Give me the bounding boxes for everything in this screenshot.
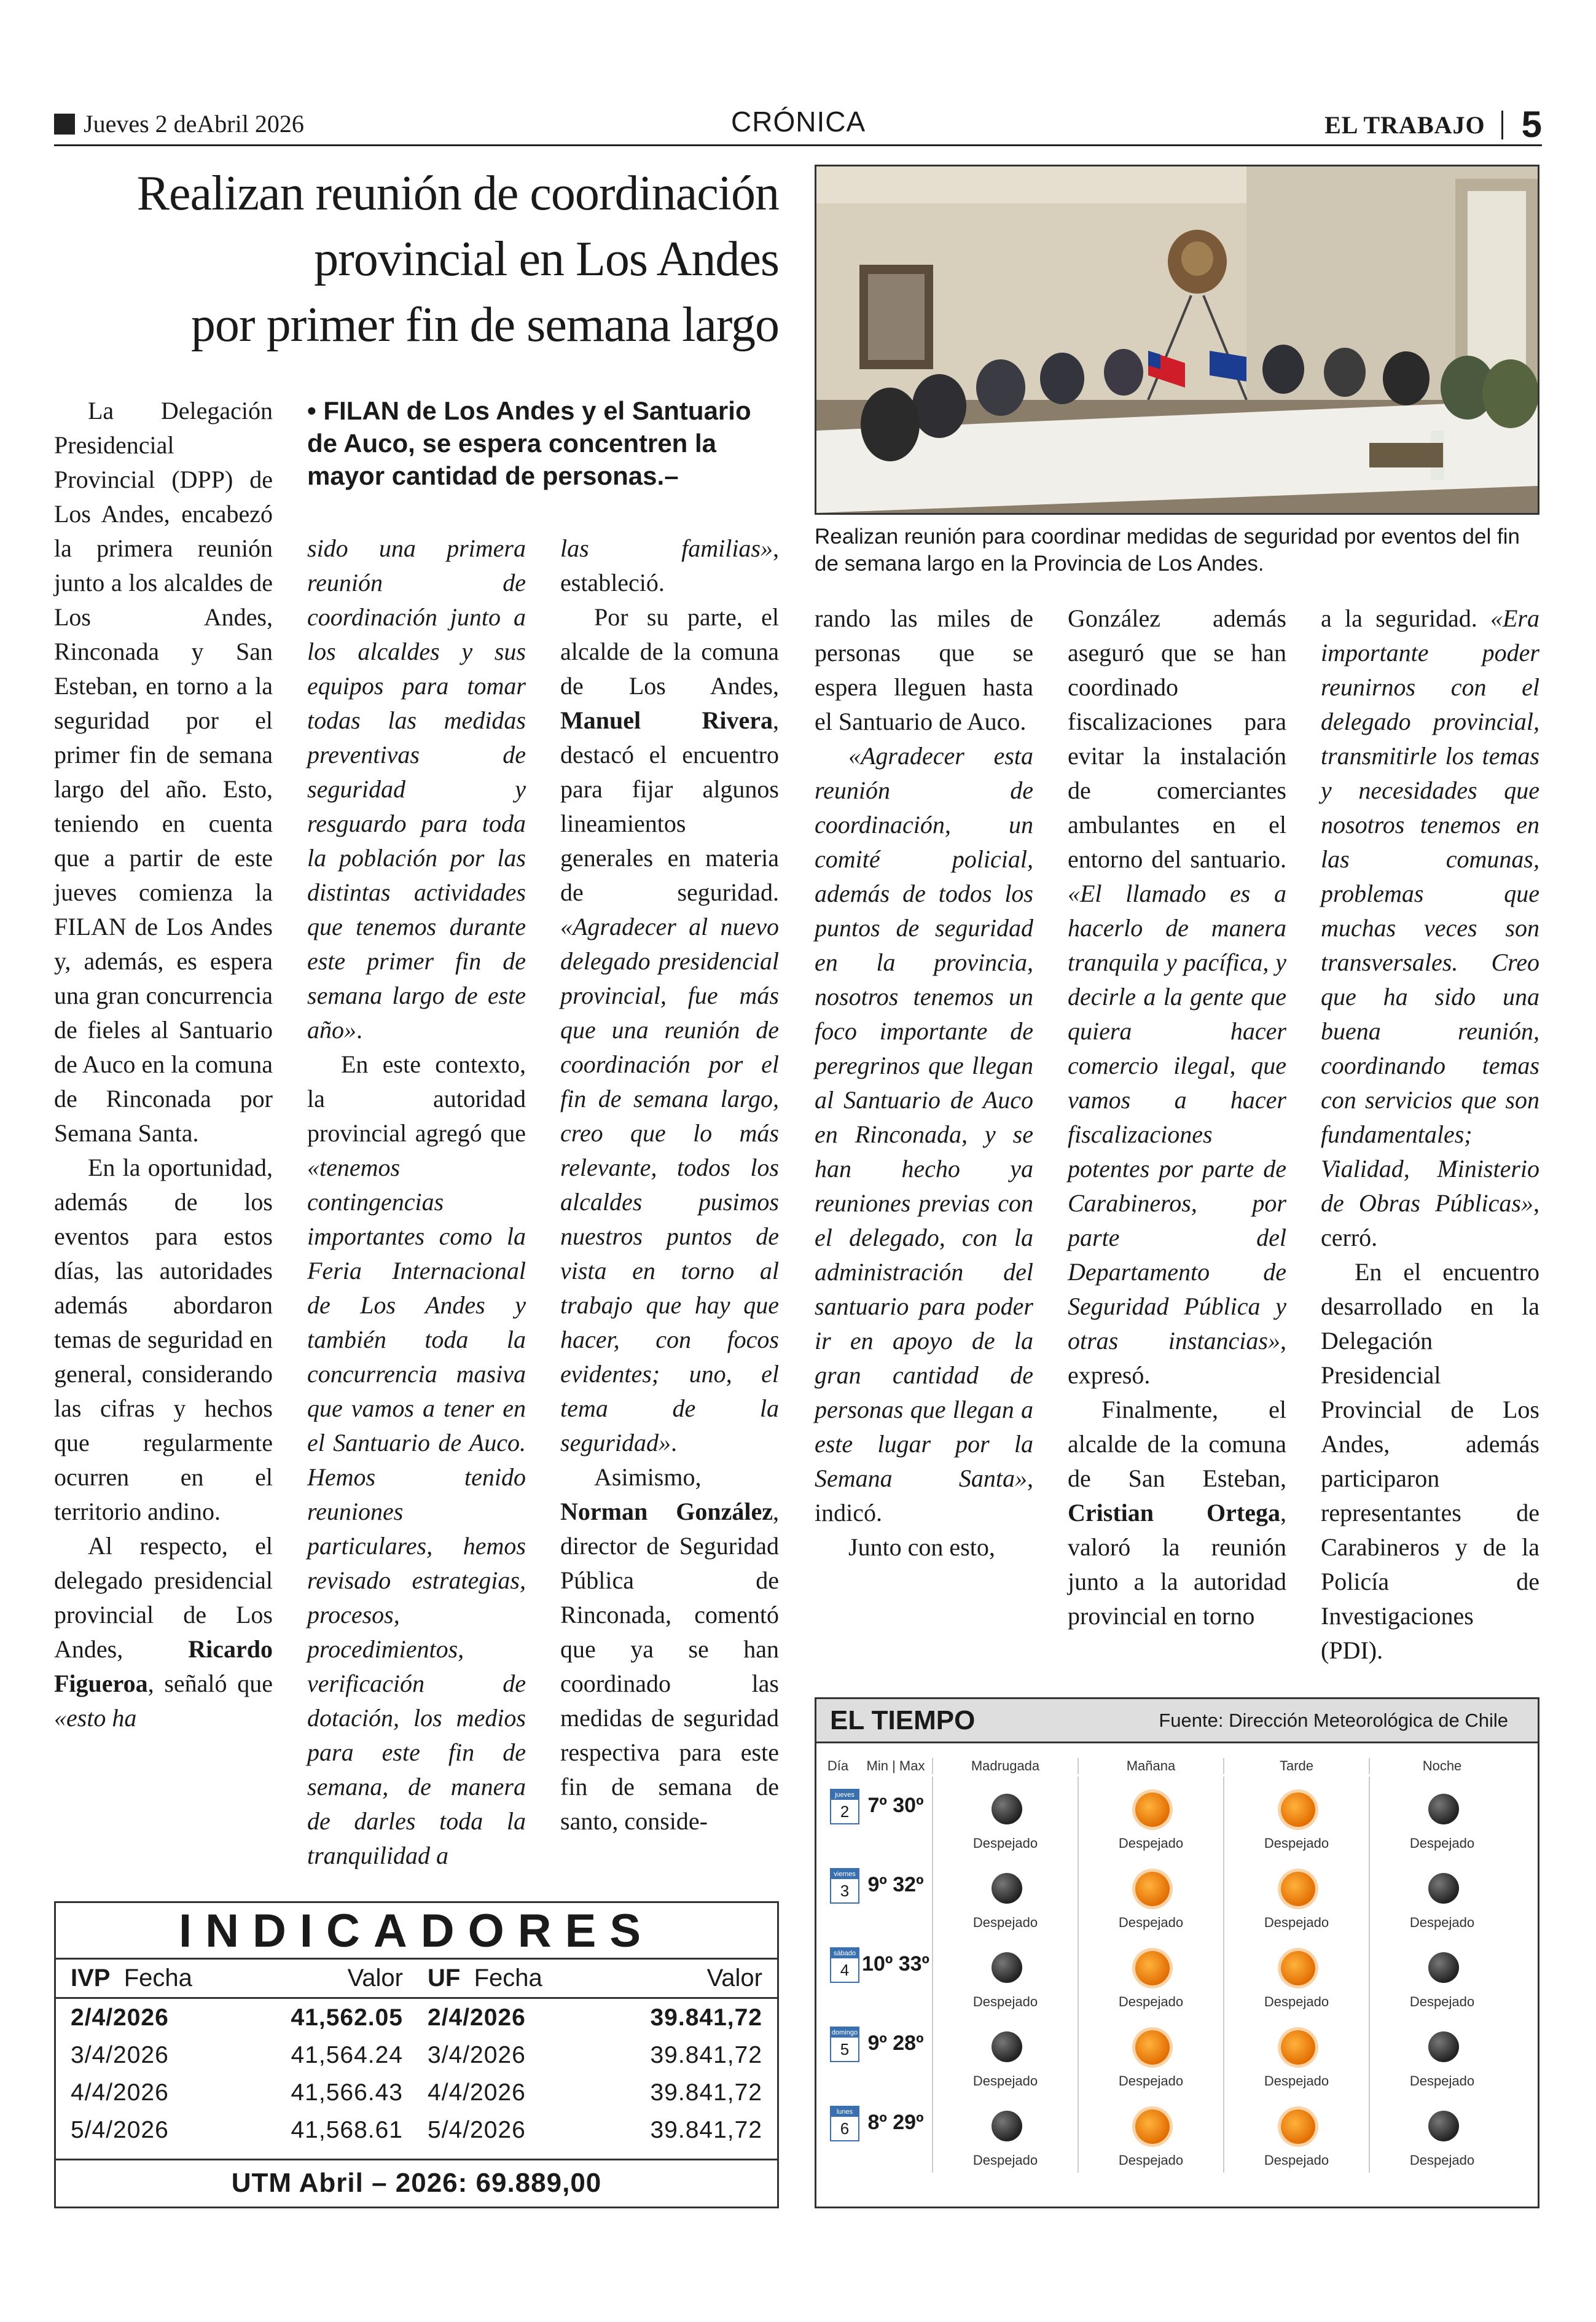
minmax-header: Min | Max bbox=[866, 1758, 925, 1773]
forecast-cell bbox=[1078, 2014, 1223, 2093]
weather-title: EL TIEMPO bbox=[830, 1705, 976, 1735]
forecast-cell bbox=[932, 1935, 1078, 2014]
weather-header-row bbox=[816, 1756, 1538, 1777]
forecast-cell bbox=[1369, 1856, 1514, 1935]
uf-date: 2/4/2026 bbox=[428, 2004, 526, 2031]
weather-day-row bbox=[816, 1777, 1538, 1856]
meeting-photo-illustration bbox=[816, 166, 1538, 513]
calendar-icon bbox=[830, 1789, 859, 1824]
ivp-date: 4/4/2026 bbox=[71, 2079, 169, 2106]
uf-value: 39.841,72 bbox=[650, 2041, 762, 2068]
noche-header: Noche bbox=[1369, 1758, 1514, 1774]
condition-label: Despejado bbox=[1409, 1994, 1475, 2009]
sun-icon bbox=[1281, 2109, 1315, 2144]
uf-date: 5/4/2026 bbox=[428, 2116, 526, 2143]
uf-value: 39.841,72 bbox=[650, 2004, 762, 2031]
tarde-header: Tarde bbox=[1223, 1758, 1369, 1774]
moon-icon bbox=[992, 1952, 1022, 1983]
article-lead: • FILAN de Los Andes y el Santuario de Auco, se espera concentren la mayor cantidad de personas.– bbox=[307, 396, 751, 490]
sun-icon bbox=[1135, 2030, 1170, 2065]
article-column-2 bbox=[307, 531, 526, 1873]
condition-label: Despejado bbox=[972, 2152, 1038, 2168]
forecast-cell bbox=[1078, 1935, 1223, 2014]
day-of-week: lunes bbox=[831, 2107, 858, 2117]
article-title bbox=[54, 161, 779, 358]
forecast-cell bbox=[1369, 2093, 1514, 2173]
article-photo bbox=[815, 165, 1539, 515]
calendar-icon bbox=[830, 1868, 859, 1904]
sun-icon bbox=[1135, 1872, 1170, 1906]
page-header bbox=[54, 103, 1542, 146]
ivp-date: 2/4/2026 bbox=[71, 2004, 169, 2031]
condition-label: Despejado bbox=[1118, 1835, 1184, 1851]
moon-icon bbox=[992, 1873, 1022, 1904]
uf-value: 39.841,72 bbox=[650, 2079, 762, 2106]
weather-box bbox=[815, 1697, 1539, 2208]
indicators-table bbox=[56, 1960, 777, 2149]
uf-label: UF bbox=[428, 1964, 461, 1992]
day-number: 3 bbox=[840, 1882, 850, 1900]
forecast-cell bbox=[932, 2093, 1078, 2173]
calendar-icon bbox=[830, 1947, 859, 1983]
moon-icon bbox=[1428, 1794, 1459, 1824]
day-number: 5 bbox=[840, 2040, 850, 2058]
uf-date: 4/4/2026 bbox=[428, 2079, 526, 2106]
forecast-cell bbox=[932, 1856, 1078, 1935]
page-number: 5 bbox=[1521, 104, 1542, 145]
condition-label: Despejado bbox=[1264, 2152, 1329, 2168]
forecast-cell bbox=[932, 1777, 1078, 1856]
min-max-temps: 7º 30º bbox=[867, 1794, 924, 1817]
ivp-value: 41,568.61 bbox=[291, 2116, 403, 2143]
manana-header: Mañana bbox=[1078, 1758, 1223, 1774]
forecast-cell bbox=[1223, 2014, 1369, 2093]
ivp-value: 41,566.43 bbox=[291, 2079, 403, 2106]
ivp-date: 3/4/2026 bbox=[71, 2041, 169, 2068]
title-line: provincial en Los Andes bbox=[314, 232, 779, 286]
paragraph: Al respecto, el delegado presidencial provincial de Los Andes, Ricardo Figueroa, señaló que «esto ha bbox=[54, 1532, 273, 1732]
forecast-cell bbox=[1369, 2014, 1514, 2093]
condition-label: Despejado bbox=[1409, 1835, 1475, 1851]
forecast-cell bbox=[932, 2014, 1078, 2093]
ivp-fecha-header bbox=[56, 1964, 240, 1992]
sun-icon bbox=[1281, 1872, 1315, 1906]
indicators-header-row bbox=[56, 1960, 777, 1999]
min-max-temps: 10º 33º bbox=[862, 1952, 929, 1976]
condition-label: Despejado bbox=[972, 2073, 1038, 2089]
title-line: Realizan reunión de coordinación bbox=[136, 166, 779, 221]
condition-label: Despejado bbox=[972, 1835, 1038, 1851]
date-text: Jueves 2 deAbril 2026 bbox=[84, 110, 304, 138]
table-row bbox=[56, 1999, 777, 2036]
min-max-temps: 9º 32º bbox=[867, 1873, 924, 1896]
day-number: 4 bbox=[840, 1961, 850, 1979]
sun-icon bbox=[1281, 1792, 1315, 1827]
paragraph: González además aseguró que se han coordinado fiscalizaciones para evitar la instalación de comerciantes ambulantes en el entorno del santuario. «El llamado es a hacerlo de manera tranquila y pacífica, y decirle a la gente que quiera hacer comercio ilegal, que vamos a hacer fiscalizaciones potentes por parte de Carabineros, por parte del Departamento de Seguridad Pública y otras instancias», expresó. bbox=[1068, 604, 1286, 1389]
sun-icon bbox=[1281, 1951, 1315, 1985]
forecast-cell bbox=[1223, 1935, 1369, 2014]
moon-icon bbox=[1428, 1873, 1459, 1904]
forecast-cell bbox=[1369, 1935, 1514, 2014]
forecast-cell bbox=[1223, 2093, 1369, 2173]
paragraph: a la seguridad. «Era importante poder reunirnos con el delegado provincial, transmitirle los temas y necesidades que nosotros tenemos en las comunas, problemas que muchas veces son transversales. Creo que ha sido una buena reunión, coordinando temas con servicios que son fundamentales; Vialidad, Ministerio de Obras Públicas», cerró. bbox=[1321, 604, 1539, 1251]
ivp-valor-header: Valor bbox=[347, 1964, 403, 1992]
forecast-cell bbox=[1223, 1856, 1369, 1935]
condition-label: Despejado bbox=[1264, 1835, 1329, 1851]
photo-caption: Realizan reunión para coordinar medidas de seguridad por eventos del fin de semana largo en la Provincia de Los Andes. bbox=[815, 525, 1520, 576]
header-date bbox=[54, 109, 304, 138]
paragraph: En este contexto, la autoridad provincial agregó que «tenemos contingencias importantes como la Feria Internacional de Los Andes y también toda la concurrencia masiva que vamos a tener en el Santuario de Auco. Hemos tenido reuniones particulares, hemos revisado estrategias, procesos, procedimientos, verificación de dotación, los medios para este fin de semana, de manera de darles toda la tranquilidad a bbox=[307, 1050, 526, 1869]
moon-icon bbox=[1428, 2031, 1459, 2062]
day-of-week: viernes bbox=[831, 1869, 858, 1879]
weather-header bbox=[816, 1699, 1538, 1743]
paragraph: las familias», estableció. bbox=[560, 534, 779, 596]
day-cell bbox=[816, 2093, 859, 2173]
day-number: 2 bbox=[840, 1802, 850, 1821]
sun-icon bbox=[1135, 1951, 1170, 1985]
day-of-week: jueves bbox=[831, 1790, 858, 1800]
article-column-4 bbox=[815, 601, 1033, 1565]
condition-label: Despejado bbox=[1118, 2152, 1184, 2168]
condition-label: Despejado bbox=[1409, 2152, 1475, 2168]
min-max-temps: 8º 29º bbox=[867, 2111, 924, 2134]
moon-icon bbox=[992, 2111, 1022, 2141]
day-cell bbox=[816, 1935, 859, 2014]
sun-icon bbox=[1135, 2109, 1170, 2144]
day-cell bbox=[816, 1777, 859, 1856]
table-row bbox=[56, 2074, 777, 2111]
paragraph: Finalmente, el alcalde de la comuna de San Esteban, Cristian Ortega, valoró la reunión junto a la autoridad provincial en torno bbox=[1068, 1396, 1286, 1630]
ivp-label: IVP bbox=[71, 1964, 111, 1992]
indicators-box bbox=[54, 1901, 779, 2208]
day-number: 6 bbox=[840, 2119, 850, 2138]
calendar-icon bbox=[830, 2106, 859, 2141]
uf-date: 3/4/2026 bbox=[428, 2041, 526, 2068]
weather-source: Fuente: Dirección Meteorológica de Chile bbox=[1159, 1709, 1508, 1731]
weather-table bbox=[816, 1756, 1538, 2198]
condition-label: Despejado bbox=[1409, 1915, 1475, 1930]
day-cell bbox=[816, 1856, 859, 1935]
article-column-1 bbox=[54, 394, 273, 1735]
uf-valor-header: Valor bbox=[706, 1964, 762, 1992]
forecast-cell bbox=[1078, 2093, 1223, 2173]
condition-label: Despejado bbox=[972, 1994, 1038, 2009]
sun-icon bbox=[1281, 2030, 1315, 2065]
square-bullet-icon bbox=[54, 114, 75, 135]
utm-value: UTM Abril – 2026: 69.889,00 bbox=[56, 2159, 777, 2207]
paragraph: rando las miles de personas que se espera lleguen hasta el Santuario de Auco. bbox=[815, 604, 1033, 735]
paragraph: En el encuentro desarrollado en la Delegación Presidencial Provincial de Los Andes, además participaron representantes de Carabineros y de la Policía de Investigaciones (PDI). bbox=[1321, 1258, 1539, 1664]
ivp-value: 41,562.05 bbox=[291, 2004, 403, 2031]
condition-label: Despejado bbox=[1264, 1915, 1329, 1930]
weather-day-row bbox=[816, 2093, 1538, 2173]
calendar-icon bbox=[830, 2027, 859, 2062]
paragraph: Por su parte, el alcalde de la comuna de Los Andes, Manuel Rivera, destacó el encuentro para fijar algunos lineamientos generales en materia de seguridad. «Agradecer al nuevo delegado presidencial provincial, fue más que una reunión de coordinación por el fin de semana largo, creo que lo más relevante, todos los alcaldes pusimos nuestros puntos de vista en torno al trabajo que hay que hacer, con focos evidentes; uno, el tema de la seguridad». bbox=[560, 603, 779, 1456]
paragraph: Asimismo, Norman González, director de Seguridad Pública de Rinconada, comentó que ya se han coordinado las medidas de seguridad respectiva para este fin de semana de santo, conside- bbox=[560, 1463, 779, 1835]
condition-label: Despejado bbox=[1409, 2073, 1475, 2089]
header-right bbox=[1324, 106, 1542, 143]
indicators-title: INDICADORES bbox=[56, 1903, 777, 1960]
uf-fecha-header bbox=[415, 1964, 600, 1992]
ivp-date: 5/4/2026 bbox=[71, 2116, 169, 2143]
moon-icon bbox=[1428, 2111, 1459, 2141]
fecha-label: Fecha bbox=[123, 1964, 192, 1992]
condition-label: Despejado bbox=[1118, 1915, 1184, 1930]
condition-label: Despejado bbox=[1264, 2073, 1329, 2089]
condition-label: Despejado bbox=[972, 1915, 1038, 1930]
table-row bbox=[56, 2111, 777, 2149]
condition-label: Despejado bbox=[1118, 2073, 1184, 2089]
paragraph: sido una primera reunión de coordinación junto a los alcaldes y sus equipos para tomar todas las medidas preventivas de seguridad y resguardo para toda la población por las distintas actividades que tenemos durante este primer fin de semana largo de este año». bbox=[307, 534, 526, 1044]
paragraph: En la oportunidad, además de los eventos para estos días, las autoridades además abordaron temas de seguridad en general, considerando las cifras y hechos que regularmente ocurren en el territorio andino. bbox=[54, 1154, 273, 1525]
weather-day-row bbox=[816, 1935, 1538, 2014]
moon-icon bbox=[992, 2031, 1022, 2062]
condition-label: Despejado bbox=[1264, 1994, 1329, 2009]
paragraph: Junto con esto, bbox=[848, 1533, 995, 1561]
table-row bbox=[56, 2036, 777, 2074]
uf-value: 39.841,72 bbox=[650, 2116, 762, 2143]
day-of-week: domingo bbox=[831, 2029, 858, 2036]
newspaper-name: EL TRABAJO bbox=[1324, 111, 1503, 139]
indicators-rows bbox=[56, 1999, 777, 2149]
ivp-value: 41,564.24 bbox=[291, 2041, 403, 2068]
day-of-week: sábado bbox=[831, 1949, 858, 1958]
paragraph: La Delegación Presidencial Provincial (DPP) de Los Andes, encabezó la primera reunión junto a los alcaldes de Los Andes, Rinconada y San Esteban, en torno a la seguridad por el primer fin de semana largo del año. Esto, teniendo en cuenta que a partir de este jueves comienza la FILAN de Los Andes y, además, es espera una gran concurrencia de fieles al Santuario de Auco en la comuna de Rinconada por Semana Santa. bbox=[54, 397, 273, 1147]
day-cell bbox=[816, 2014, 859, 2093]
day-header: Día bbox=[827, 1758, 849, 1773]
article-column-5 bbox=[1068, 601, 1286, 1633]
forecast-cell bbox=[1078, 1856, 1223, 1935]
forecast-cell bbox=[1369, 1777, 1514, 1856]
moon-icon bbox=[992, 1794, 1022, 1824]
weather-day-row bbox=[816, 2014, 1538, 2093]
sun-icon bbox=[1135, 1792, 1170, 1827]
section-name: CRÓNICA bbox=[731, 106, 866, 138]
fecha-label: Fecha bbox=[474, 1964, 542, 1992]
madrugada-header: Madrugada bbox=[932, 1758, 1078, 1774]
forecast-cell bbox=[1078, 1777, 1223, 1856]
title-line: por primer fin de semana largo bbox=[190, 298, 779, 352]
weather-day-row bbox=[816, 1856, 1538, 1935]
forecast-cell bbox=[1223, 1777, 1369, 1856]
article-column-6 bbox=[1321, 601, 1539, 1668]
paragraph: «Agradecer esta reunión de coordinación, un comité policial, además de todos los puntos de seguridad en la provincia, nosotros tenemos un foco importante de peregrinos que llegan al Santuario de Auco en Rinconada, y se han hecho ya reuniones previas con el delegado, con la administración del santuario para poder ir en apoyo de la gran cantidad de personas que llegan a este lugar por la Semana Santa», indicó. bbox=[815, 742, 1033, 1526]
condition-label: Despejado bbox=[1118, 1994, 1184, 2009]
article-column-3 bbox=[560, 531, 779, 1839]
min-max-temps: 9º 28º bbox=[867, 2031, 924, 2055]
moon-icon bbox=[1428, 1952, 1459, 1983]
